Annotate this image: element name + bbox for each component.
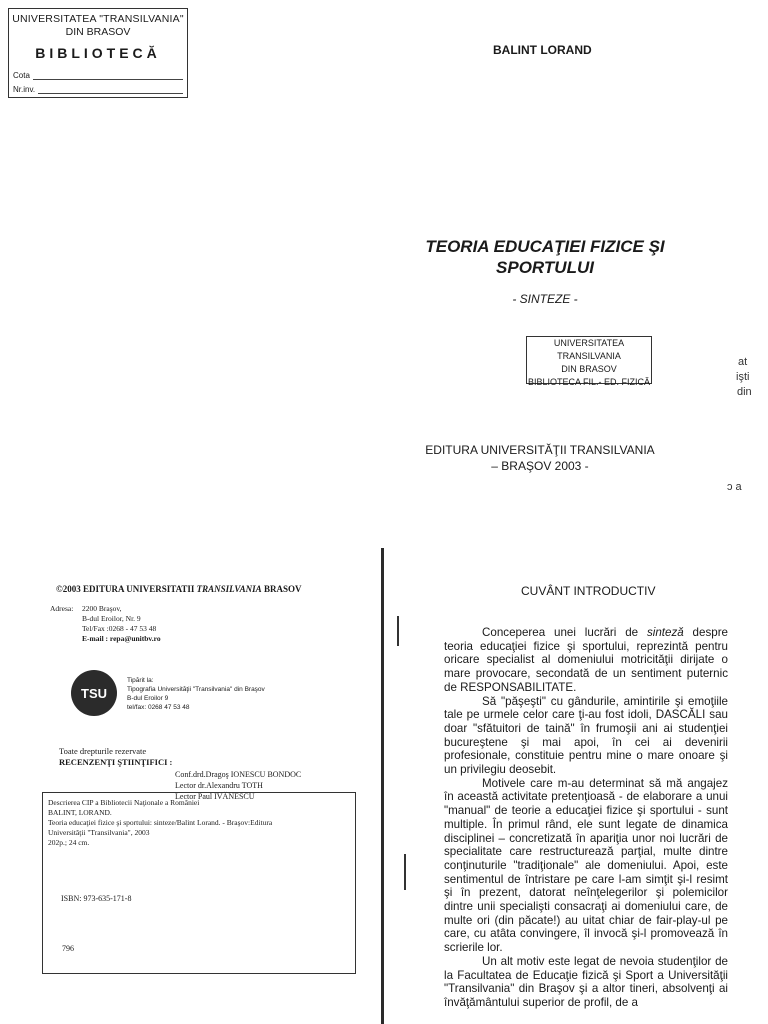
university-logo <box>71 670 117 716</box>
stamp-nrinv-row <box>13 85 183 94</box>
cip-line: 202p.; 24 cm. <box>48 838 90 847</box>
stamp-nrinv-label: Nr.inv. <box>13 85 36 94</box>
cip-box <box>42 792 356 974</box>
paragraph <box>444 626 728 695</box>
page-divider <box>381 548 384 1024</box>
address-block <box>50 604 161 644</box>
cip-line: Universităţii "Transilvania", 2003 <box>48 828 150 837</box>
edge-fragment: at <box>738 356 748 368</box>
publisher-line1: EDITURA UNIVERSITĂŢII TRANSILVANIA <box>425 443 655 457</box>
reviewer: Lector dr.Alexandru TOTH <box>175 781 263 790</box>
stamp-cota-row <box>13 71 183 80</box>
cip-text <box>48 798 272 848</box>
library-stamp <box>8 8 188 98</box>
stamp-line: BIBLIOTECA FIL.- ED. FIZICĂ <box>527 377 651 387</box>
printer-line: Tipărit la: <box>127 677 154 684</box>
reviewers-heading: RECENZENŢI ŞTIINŢIFICI : <box>59 757 173 767</box>
cip-line: Teoria educaţiei fizice şi sportului: sinteze/Balint Lorand. - Braşov:Editura <box>48 818 273 827</box>
address-label: Adresa: <box>50 604 74 613</box>
reviewer: Conf.drd.Dragoş IONESCU BONDOC <box>175 770 302 779</box>
publisher-line2: – BRAŞOV 2003 - <box>491 459 589 473</box>
book-title <box>420 236 670 278</box>
address-line: 2200 Braşov, <box>82 604 122 613</box>
section-stamp <box>526 336 652 387</box>
paragraph: Motivele care m-au determinat să mă angajez în această activitate pretenţioasă - de elaborare a unui "manual" de teorie a educaţiei fizice şi sportului - sunt multiple. În primul rând, ele sunt legate de dinamica disciplinei – concretizată în apariţia unor noi lucrări de specialitate care restructurează parţial, multe dintre conţinuturile "tradiţionale" ale domeniului. Apoi, este sentimentul de întristare pe care l-am simţit şi-l resimt şi în prezent, datorat neînţelegerilor şi polemicilor dintre unii specialişti consacraţi ai domeniului care, de multe ori (din păcate!) au uitat chiar de fair-play-ul pe care, cu atâta convingere, îl invocă şi-l promovează în scrierile lor. <box>444 776 728 955</box>
stamp-line: UNIVERSITATEA TRANSILVANIA <box>553 338 625 361</box>
intro-text <box>444 626 728 1010</box>
paragraph-text: despre teoria educaţiei fizice şi sportului, reprezintă pentru oricare specialist al domeniului motricităţii dirijate o mare provocare, secondată de un sentiment puternic de RESPONSABILITATE. <box>444 626 729 694</box>
address-email: E-mail : repa@unitbv.ro <box>82 634 161 643</box>
copyright-line <box>56 584 301 594</box>
printer-line: tel/fax: 0268 47 53 48 <box>127 704 190 711</box>
printer-line: Tipografia Universităţii "Transilvania" din Braşov <box>127 686 265 693</box>
stamp-line: DIN BRASOV <box>65 26 131 38</box>
paragraph: Un alt motiv este legat de nevoia studenţilor de la Facultatea de Educaţie fizică şi Sport a Universităţii "Transilvania" din Braşov şi a altor tineri, absolvenţi ai învăţământului superior de profil, de a <box>444 954 728 1009</box>
margin-mark <box>404 854 406 890</box>
copyright-text-italic: TRANSILVANIA <box>196 584 262 594</box>
stamp-heading: BIBLIOTECĂ <box>35 45 161 61</box>
stamp-cota-label: Cota <box>13 71 30 80</box>
book-subtitle: - SINTEZE - <box>512 292 578 306</box>
classification-number: 796 <box>62 944 74 953</box>
paragraph-text: Conceperea unei lucrări de <box>482 626 647 639</box>
printer-info <box>127 676 265 712</box>
section-heading: CUVÂNT INTRODUCTIV <box>521 584 656 598</box>
address-line: B-dul Eroilor, Nr. 9 <box>82 614 141 623</box>
isbn: ISBN: 973-635-171-8 <box>61 894 132 903</box>
copyright-text: ©2003 EDITURA UNIVERSITATII <box>56 584 197 594</box>
address-line: Tel/Fax :0268 - 47 53 48 <box>82 624 157 633</box>
cip-line: BALINT, LORAND. <box>48 808 112 817</box>
publisher-info <box>410 442 670 474</box>
edge-fragment: ɔ a <box>727 481 742 493</box>
rights-text: Toate drepturile rezervate <box>59 746 147 756</box>
author-name: BALINT LORAND <box>493 43 592 57</box>
paragraph-emphasis: sinteză <box>646 626 684 639</box>
book-title-line1: TEORIA EDUCAŢIEI FIZICE ŞI <box>425 237 665 256</box>
paragraph: Să "păşeşti" cu gândurile, amintirile şi emoţiile tale pe urmele celor care ţi-au fost idoli, DASCĂLI sau doar "sfătuitori de taină" în frumoşii ani ai studenţiei bucureştene şi mai apoi, în cei ai devenirii profesionale, constituie pentru mine o mare onoare şi un privilegiu deosebit. <box>444 694 728 777</box>
edge-fragment: din <box>737 386 752 398</box>
rights-block <box>59 746 172 768</box>
printer-line: B-dul Eroilor 9 <box>127 695 169 702</box>
copyright-text: BRASOV <box>261 584 302 594</box>
stamp-line: UNIVERSITATEA "TRANSILVANIA" <box>12 13 184 25</box>
cip-line: Descrierea CIP a Bibliotecii Naţionale a României <box>48 798 200 807</box>
book-title-line2: SPORTULUI <box>496 258 594 277</box>
logo-text: TSU <box>81 685 107 701</box>
edge-fragment: işti <box>736 371 750 383</box>
reviewer: Lector Paul IVĂNESCU <box>175 792 255 801</box>
margin-mark <box>397 616 399 646</box>
stamp-line: DIN BRASOV <box>561 364 617 374</box>
